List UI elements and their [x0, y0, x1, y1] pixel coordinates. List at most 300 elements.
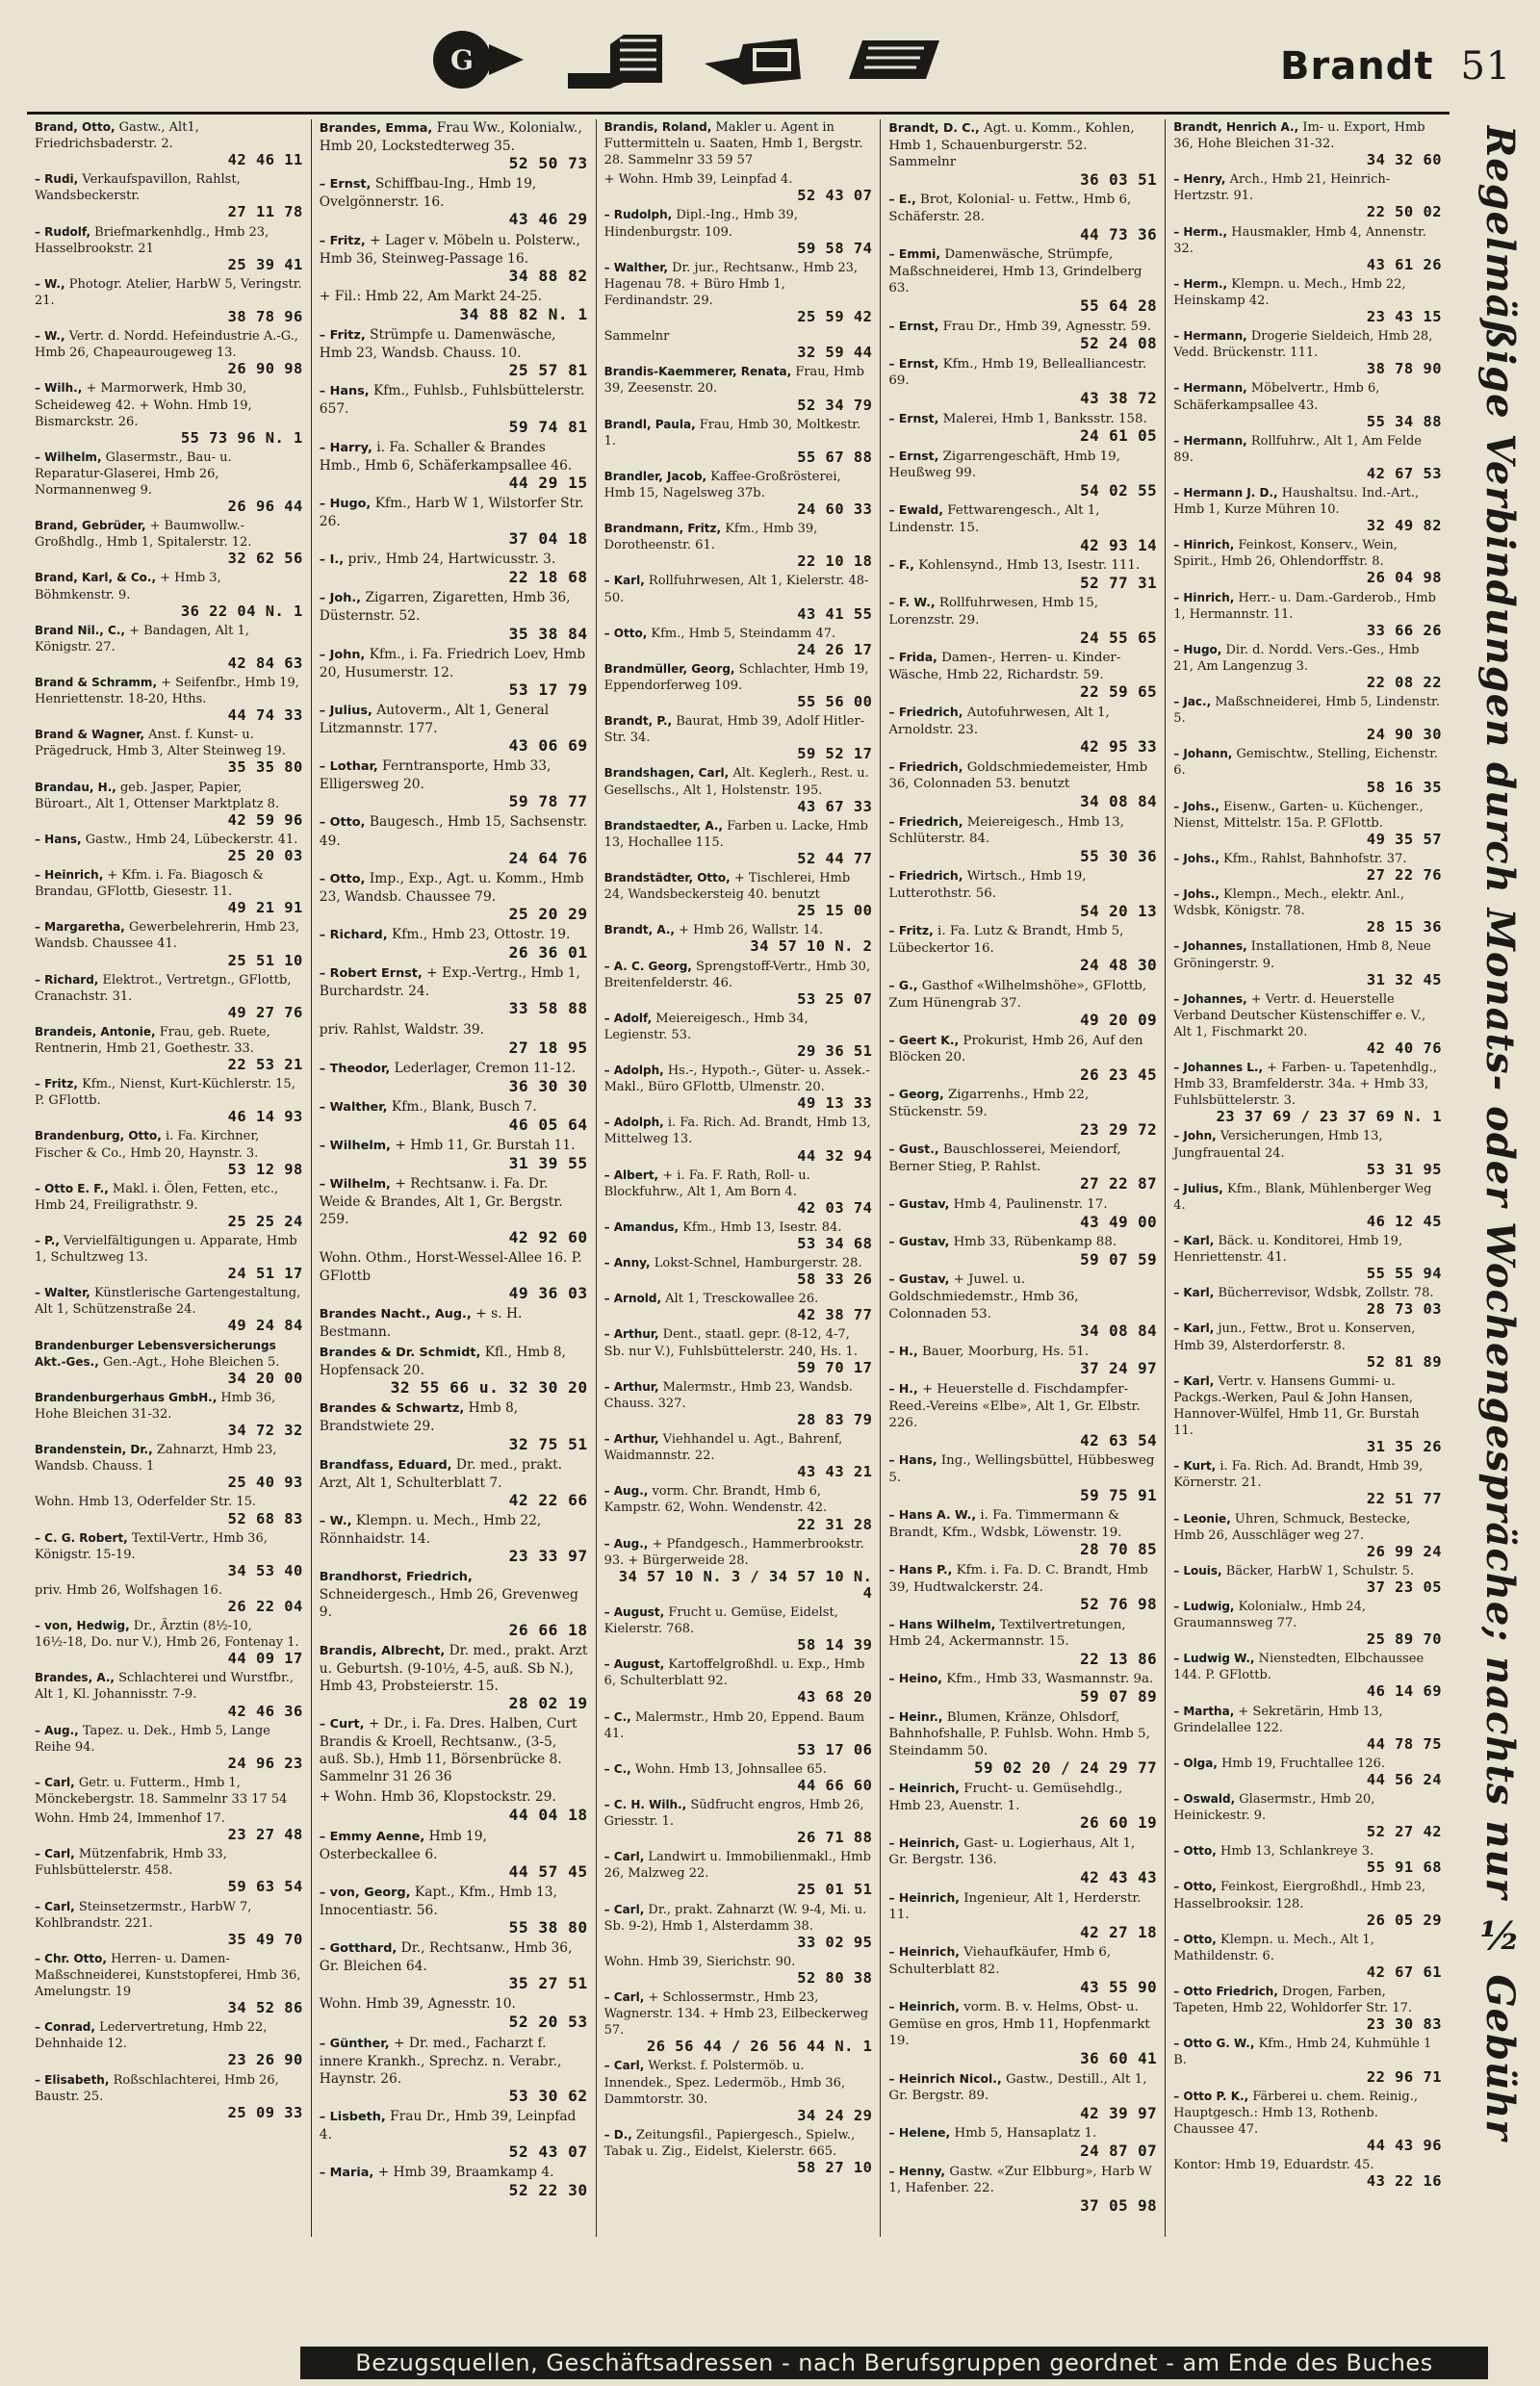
- entry-phone: 43 46 29: [508, 210, 588, 229]
- entry-name: – Friedrich,: [888, 705, 963, 719]
- entry-name: – Gust.,: [888, 1142, 939, 1157]
- entry-details: Kfm., Hmb 39, Dorotheenstr. 61.: [603, 522, 818, 553]
- entry-details: + Wohn. Hmb 39, Leinpfad 4.: [603, 172, 793, 188]
- entry-phone: 52 20 53: [508, 2013, 588, 2032]
- entry-phone: 58 27 10: [797, 2158, 873, 2176]
- entry-details: Bäck. u. Konditorei, Hmb 19, Henriettenstr. 41.: [1173, 1234, 1403, 1266]
- directory-entry: [604, 713, 873, 762]
- entry-phone: 34 88 82 N. 1: [459, 304, 588, 323]
- entry-details: Haushaltsu. Ind.-Art., Hmb 1, Kurze Mühren 10.: [1173, 485, 1420, 518]
- entry-details: Gastw., Hmb 24, Lübeckerstr. 41.: [85, 832, 298, 847]
- entry-details: + Schlossermstr., Hmb 23, Wagnerstr. 134. + Hmb 23, Eilbeckerweg 57.: [603, 1990, 869, 2039]
- entry-name: – G.,: [888, 977, 918, 992]
- entry-name: Brandstädter, Otto,: [603, 871, 731, 885]
- entry-name: – Otto,: [1173, 1932, 1217, 1946]
- entry-details: + Seifenfbr., Hmb 19, Henriettenstr. 18-20, Hths.: [35, 676, 299, 707]
- entry-details: Landwirt u. Immobilienmakl., Hmb 26, Malzweg 22.: [603, 1850, 871, 1882]
- entry-details: Schlachterei und Wurstfbr., Alt 1, Kl. Johannisstr. 7-9.: [35, 1671, 295, 1703]
- entry-details: Kfm., Hmb 13, Isestr. 84.: [682, 1219, 842, 1235]
- entry-details: priv. Rahlst, Waldstr. 39.: [319, 1021, 485, 1038]
- entry-phone: 53 17 79: [508, 680, 588, 699]
- entry-details: Schneidergesch., Hmb 26, Grevenweg 9.: [319, 1587, 578, 1621]
- entry-details: Klempn. u. Mech., Alt 1, Mathildenstr. 6.: [1173, 1932, 1374, 1963]
- directory-entry: [35, 1775, 303, 1808]
- page-header: [0, 0, 1540, 108]
- entry-details: Möbelvertr., Hmb 6, Schäferkampsallee 43.: [1173, 381, 1380, 413]
- entry-name: Brand, Gebrüder,: [35, 519, 146, 533]
- directory-entry: [604, 469, 873, 518]
- entry-details: Gemischtw., Stelling, Eichenstr. 6.: [1173, 747, 1439, 779]
- directory-column-1: [27, 119, 312, 2237]
- entry-details: Künstlerische Gartengestaltung, Alt 1, Schützenstraße 24.: [35, 1286, 301, 1318]
- entry-name: Brandau, H.,: [35, 780, 116, 794]
- directory-entry: [1173, 991, 1442, 1057]
- entry-details: Sammelnr: [603, 329, 670, 345]
- entry-details: Damen-, Herren- u. Kinder-Wäsche, Hmb 22, Richardstr. 59.: [888, 651, 1121, 682]
- side-banner-text: Regelmäßige Verbindungen durch Monats- oder Wochengespräche; nachts nur ½ Gebühr: [1477, 125, 1523, 2142]
- entry-details: Gastw. «Zur Elbburg», Harb W 1, Hafenber. 22.: [888, 2164, 1152, 2196]
- entry-details: Malermstr., Hmb 23, Wandsb. Chauss. 327.: [603, 1379, 853, 1411]
- directory-entry: [1173, 1932, 1442, 1981]
- entry-name: – Theodor,: [319, 1061, 391, 1076]
- directory-entry: [604, 1902, 873, 1951]
- entry-details: + Lager v. Möbeln u. Polsterw., Hmb 36, Steinweg-Passage 16.: [319, 232, 580, 267]
- entry-details: Autoverm., Alt 1, General Litzmannstr. 177.: [319, 702, 550, 736]
- entry-phone: 52 22 30: [508, 2181, 588, 2200]
- directory-entry: [888, 1561, 1157, 1613]
- directory-entry: [1173, 642, 1442, 691]
- directory-entry: [1173, 171, 1442, 220]
- entry-phone: 53 34 68: [797, 1235, 873, 1252]
- entry-phone: 23 29 72: [1080, 1119, 1158, 1139]
- directory-entry: [604, 1255, 873, 1288]
- entry-name: – Carl,: [35, 1847, 75, 1861]
- entry-phone: 35 38 84: [508, 624, 588, 643]
- directory-entry: [604, 1604, 873, 1654]
- entry-name: Brandeis, Antonie,: [35, 1024, 156, 1039]
- entry-phone: 34 20 00: [227, 1369, 303, 1387]
- directory-entry: [888, 1451, 1157, 1503]
- directory-entry: [35, 919, 303, 968]
- entry-phone: 37 05 98: [1080, 2195, 1158, 2215]
- entry-details: Hmb 5, Hansaplatz 1.: [954, 2126, 1097, 2142]
- entry-details: + Dr. med., Facharzt f. innere Krankh., Sprechz. n. Verabr., Haynstr. 26.: [319, 2035, 562, 2087]
- directory-entry: [888, 1233, 1157, 1268]
- entry-details: Viehhandel u. Agt., Bahrenf, Waidmannstr. 22.: [603, 1432, 843, 1464]
- directory-entry: [888, 245, 1157, 314]
- entry-phone: 43 38 72: [1080, 388, 1158, 407]
- entry-name: – von, Georg,: [319, 1885, 411, 1900]
- directory-entry: [604, 765, 873, 814]
- entry-name: – E.,: [888, 192, 916, 207]
- entry-name: – C.,: [603, 1709, 631, 1724]
- entry-name: – Hans,: [35, 832, 82, 846]
- entry-details: Mützenfabrik, Hmb 33, Fuhlsbüttelerstr. 458.: [35, 1847, 227, 1879]
- entry-name: – Robert Ernst,: [319, 966, 423, 982]
- entry-phone: 59 75 91: [1080, 1485, 1158, 1504]
- entry-name: Brand, Karl, & Co.,: [35, 571, 157, 585]
- entry-name: Brandis, Albrecht,: [319, 1643, 446, 1658]
- entry-phone: 42 92 60: [508, 1227, 588, 1246]
- entry-name: – W.,: [35, 276, 65, 291]
- entry-phone: 43 41 55: [797, 604, 873, 623]
- entry-name: – Wilh.,: [35, 381, 83, 396]
- entry-name: – Lothar,: [319, 759, 378, 775]
- directory-entry: [320, 1060, 588, 1095]
- entry-details: Getr. u. Futterm., Hmb 1, Mönckebergstr. 18. Sammelnr 33 17 54: [35, 1775, 288, 1807]
- entry-name: – Henny,: [888, 2163, 946, 2178]
- entry-name: – August,: [603, 1657, 665, 1672]
- entry-details: Wohn. Hmb 39, Agnesstr. 10.: [319, 1996, 516, 2013]
- entry-phone: 24 64 76: [508, 848, 588, 867]
- directory-entry: [1173, 2036, 1442, 2085]
- entry-phone: 23 26 90: [227, 2051, 303, 2069]
- entry-name: – Aug.,: [603, 1536, 649, 1551]
- entry-phone: 23 43 15: [1366, 308, 1442, 326]
- entry-details: vorm. B. v. Helms, Obst- u. Gemüse en gros, Hmb 11, Hopfenmarkt 19.: [888, 2000, 1150, 2049]
- directory-entry: [1173, 694, 1442, 743]
- entry-name: – Aug.,: [603, 1484, 649, 1499]
- directory-entry: [888, 1270, 1157, 1339]
- entry-phone: 23 27 48: [227, 1826, 303, 1844]
- entry-details: Ing., Wellingsbüttel, Hübbesweg 5.: [888, 1453, 1155, 1485]
- directory-entry: [1173, 1651, 1442, 1700]
- entry-phone: 26 60 19: [1080, 1813, 1158, 1833]
- directory-entry: [35, 1076, 303, 1125]
- entry-details: Wohn. Hmb 39, Sierichstr. 90.: [603, 1954, 796, 1969]
- directory-entry: [35, 1390, 303, 1439]
- entry-details: Kaffee-Großrösterei, Hmb 15, Nagelsweg 37b.: [603, 469, 841, 500]
- directory-entry: [35, 1810, 303, 1843]
- entry-details: Roßschlachterei, Hmb 26, Baustr. 25.: [35, 2072, 279, 2104]
- entry-name: – Otto G. W.,: [1173, 2037, 1255, 2051]
- entry-details: Kfl., Hmb 8, Hopfensack 20.: [319, 1345, 566, 1379]
- entry-name: – Carl,: [603, 1850, 645, 1864]
- directory-entry: [35, 380, 303, 446]
- entry-name: – Herm.,: [1173, 276, 1228, 291]
- entry-name: – Karl,: [1173, 1321, 1215, 1336]
- entry-name: – Heinr.,: [888, 1708, 943, 1724]
- entry-name: – Ernst,: [888, 318, 939, 333]
- entry-details: + Kfm. i. Fa. Biagosch & Brandau, GFlottb, Giesestr. 11.: [35, 868, 264, 900]
- entry-details: Schlachter, Hmb 19, Eppendorferweg 109.: [603, 661, 869, 693]
- entry-phone: 24 55 65: [1080, 628, 1158, 647]
- entry-phone: 52 76 98: [1080, 1595, 1158, 1614]
- entry-name: – Karl,: [603, 574, 645, 588]
- entry-phone: 22 31 28: [797, 1515, 873, 1533]
- directory-entry: [35, 2019, 303, 2068]
- directory-entry: [35, 972, 303, 1021]
- entry-details: Hmb 19, Osterbeckallee 6.: [319, 1828, 487, 1862]
- directory-entry: [888, 594, 1157, 646]
- directory-entry: [320, 2108, 588, 2161]
- directory-entry: [604, 1656, 873, 1706]
- entry-name: – Rudi,: [35, 172, 79, 187]
- entry-details: Malermstr., Hmb 20, Eppend. Baum 41.: [603, 1709, 865, 1741]
- directory-entry: [604, 661, 873, 710]
- entry-phone: 42 63 54: [1080, 1430, 1158, 1450]
- entry-details: Bauschlosserei, Meiendorf, Berner Stieg, P. Rahlst.: [888, 1142, 1121, 1174]
- entry-name: – Hugo,: [319, 496, 372, 511]
- entry-details: Wohn. Hmb 13, Oderfelder Str. 15.: [35, 1495, 257, 1510]
- directory-entry: [35, 224, 303, 273]
- directory-entry: [1173, 224, 1442, 273]
- entry-phone: 32 59 44: [797, 344, 873, 362]
- entry-details: + Farben- u. Tapetenhdlg., Hmb 33, Bramfelderstr. 34a. + Hmb 33, Fuhlsbüttelerstr. 3.: [1173, 1061, 1438, 1109]
- entry-name: – Fritz,: [319, 328, 366, 344]
- entry-phone: 52 43 07: [508, 2142, 588, 2162]
- entry-phone: 25 89 70: [1366, 1630, 1442, 1649]
- entry-details: Schiffbau-Ing., Hmb 19, Ovelgönnerstr. 16.: [319, 176, 537, 211]
- entry-name: – Anny,: [603, 1256, 651, 1270]
- entry-name: – Fritz,: [35, 1077, 78, 1091]
- entry-phone: 42 59 96: [227, 810, 303, 829]
- entry-phone: 25 59 42: [797, 308, 873, 326]
- directory-column-2: [312, 119, 597, 2237]
- entry-details: Farben u. Lacke, Hmb 13, Hochallee 115.: [603, 818, 868, 850]
- directory-entry: [320, 813, 588, 866]
- entry-phone: 53 30 62: [508, 2086, 588, 2105]
- entry-details: Kartoffelgroßhdl. u. Exp., Hmb 6, Schulterblatt 92.: [603, 1657, 865, 1689]
- entry-phone: 23 37 69 / 23 37 69 N. 1: [1216, 1108, 1442, 1126]
- entry-details: Maßschneiderei, Hmb 5, Lindenstr. 5.: [1173, 695, 1440, 727]
- entry-details: Zahnarzt, Hmb 23, Wandsb. Chauss. 1: [35, 1443, 277, 1475]
- directory-entry: [320, 1344, 588, 1397]
- directory-entry: [35, 1233, 303, 1282]
- entry-phone: 34 08 84: [1080, 791, 1158, 810]
- entry-phone: 52 81 89: [1366, 1352, 1442, 1371]
- entry-details: Glasermstr., Bau- u. Reparatur-Glaserei, Hmb 26, Normannenweg 9.: [35, 449, 232, 498]
- entry-details: i. Fa. Timmermann & Brandt, Kfm., Wdsbk, Löwenstr. 19.: [888, 1508, 1122, 1540]
- directory-entry: [1173, 1285, 1442, 1318]
- entry-details: Meiereigesch., Hmb 34, Legienstr. 53.: [603, 1011, 808, 1042]
- directory-entry: [320, 1456, 588, 1509]
- entry-details: Gen.-Agt., Hohe Bleichen 5.: [102, 1354, 280, 1370]
- entry-name: – Gotthard,: [319, 1941, 398, 1957]
- entry-phone: 58 16 35: [1366, 778, 1442, 796]
- directory-entry: [35, 1338, 303, 1387]
- entry-details: Verkaufspavillon, Rahlst, Wandsbeckerstr.: [35, 172, 241, 204]
- entry-phone: 34 53 40: [227, 1561, 303, 1579]
- directory-entry: [320, 1995, 588, 2031]
- entry-details: Dr., prakt. Zahnarzt (W. 9-4, Mi. u. Sb. 9-2), Hmb 1, Alsterdamm 38.: [603, 1902, 867, 1934]
- entry-name: – Arnold,: [603, 1292, 662, 1306]
- directory-entry: [888, 977, 1157, 1029]
- entry-phone: 22 51 77: [1366, 1490, 1442, 1508]
- directory-entry: [604, 1167, 873, 1217]
- entry-details: Rollfuhrwesen, Alt 1, Kielerstr. 48-50.: [603, 574, 869, 605]
- entry-phone: 49 13 33: [797, 1094, 873, 1113]
- entry-details: Dent., staatl. gepr. (8-12, 4-7, Sb. nur V.), Fuhlsbüttelerstr. 240, Hs. 1.: [603, 1327, 858, 1359]
- entry-name: – A. C. Georg,: [603, 959, 692, 973]
- entry-name: – W.,: [35, 329, 65, 344]
- directory-entry: [1173, 1563, 1442, 1596]
- entry-details: Wohn. Othm., Horst-Wessel-Allee 16. P. GFlottb: [319, 1249, 582, 1284]
- entry-phone: 49 35 57: [1366, 830, 1442, 848]
- directory-entry: [320, 326, 588, 379]
- entry-phone: 44 32 94: [797, 1146, 873, 1165]
- directory-entry: [604, 1379, 873, 1428]
- entry-details: Uhren, Schmuck, Bestecke, Hmb 26, Ausschläger weg 27.: [1173, 1511, 1411, 1543]
- entry-phone: 44 74 33: [227, 706, 303, 725]
- entry-details: Alt. Keglerh., Rest. u. Gesellschs., Alt 1, Holstenstr. 195.: [603, 766, 869, 798]
- entry-details: Elektrot., Vertretgn., GFlottb, Cranachstr. 31.: [35, 972, 292, 1004]
- entry-details: Rollfuhrw., Alt 1, Am Felde 89.: [1173, 433, 1423, 465]
- entry-phone: 52 80 38: [797, 1968, 873, 1987]
- entry-name: – Geert K.,: [888, 1032, 960, 1047]
- directory-entry: [1173, 938, 1442, 988]
- entry-name: – Walther,: [603, 260, 668, 274]
- directory-entry: [1173, 1756, 1442, 1788]
- entry-details: + i. Fa. F. Rath, Roll- u. Blockfuhrw., Alt 1, Am Born 4.: [603, 1167, 810, 1199]
- entry-name: – Hermann J. D.,: [1173, 485, 1278, 500]
- entry-phone: 34 88 82: [508, 266, 588, 285]
- entry-phone: 44 56 24: [1366, 1770, 1442, 1788]
- entry-phone: 43 22 16: [1366, 2172, 1442, 2191]
- entry-phone: 44 57 45: [508, 1861, 588, 1881]
- entry-details: i. Fa. Rich. Ad. Brandt, Hmb 39, Körnerstr. 21.: [1173, 1459, 1424, 1491]
- directory-entry: [604, 1536, 873, 1602]
- directory-entry: [604, 417, 873, 466]
- entry-phone: 26 05 29: [1366, 1911, 1442, 1929]
- entry-phone: 25 51 10: [227, 951, 303, 969]
- entry-name: – Harry,: [319, 440, 372, 455]
- directory-entry: [1173, 485, 1442, 534]
- directory-entry: [35, 1723, 303, 1772]
- entry-name: – C. H. Wilh.,: [603, 1798, 687, 1811]
- entry-details: Dr. med., prakt. Arzt, Alt 1, Schulterblatt 7.: [319, 1456, 562, 1491]
- directory-entry: [604, 119, 873, 168]
- entry-phone: 44 66 60: [797, 1776, 873, 1794]
- directory-entry: [604, 364, 873, 413]
- telephone-emblem-icon: [424, 25, 529, 94]
- directory-entry: [35, 1670, 303, 1719]
- entry-phone: 27 18 95: [508, 1038, 588, 1057]
- footer-banner: Bezugsquellen, Geschäftsadressen - nach Berufsgruppen geordnet - am Ende des Buches: [300, 2347, 1488, 2379]
- entry-name: – Otto E. F.,: [35, 1181, 109, 1195]
- entry-name: – Otto,: [603, 626, 648, 640]
- directory-entry: [888, 448, 1157, 500]
- directory-entry: [320, 119, 588, 172]
- entry-phone: 24 61 05: [1080, 426, 1158, 446]
- directory-entry: [888, 1670, 1157, 1705]
- entry-phone: 38 78 90: [1366, 360, 1442, 378]
- entry-name: – F.,: [888, 557, 914, 573]
- entry-phone: 44 78 75: [1366, 1734, 1442, 1753]
- entry-details: Lokst-Schnel, Hamburgerstr. 28.: [654, 1256, 862, 1271]
- entry-phone: 34 52 86: [227, 1999, 303, 2017]
- directory-entry: [320, 551, 588, 586]
- entry-name: Brandt, D. C.,: [888, 120, 980, 135]
- entry-phone: 49 36 03: [508, 1283, 588, 1302]
- entry-details: Dr., Ärztin (8½-10, 16½-18, Do. nur V.), Hmb 26, Fontenay 1.: [35, 1619, 299, 1651]
- entry-phone: 59 63 54: [227, 1878, 303, 1896]
- directory-entry: [35, 518, 303, 567]
- directory-entry: [1173, 886, 1442, 936]
- entry-details: Kfm., Harb W 1, Wilstorfer Str. 26.: [319, 495, 584, 529]
- entry-details: Dr. med., prakt. Arzt u. Geburtsh. (9-10½, 4-5, auß. Sb N.), Hmb 43, Probsteierstr. 15.: [319, 1642, 588, 1694]
- entry-name: – Otto P. K.,: [1173, 2089, 1249, 2103]
- entry-details: Klempn. u. Mech., Hmb 22, Heinskamp 42.: [1173, 276, 1406, 308]
- directory-entry: [320, 1512, 588, 1565]
- entry-name: – Conrad,: [35, 2020, 95, 2035]
- entry-name: – Otto,: [1173, 1844, 1217, 1859]
- entry-name: – Johannes,: [1173, 991, 1247, 1006]
- entry-details: Damenwäsche, Strümpfe, Maßschneiderei, Hmb 13, Grindelberg 63.: [888, 247, 1142, 296]
- entry-name: – Aug.,: [35, 1723, 79, 1737]
- entry-name: – Richard,: [35, 972, 99, 987]
- entry-name: – Friedrich,: [888, 868, 963, 884]
- entry-phone: 53 17 06: [797, 1740, 873, 1758]
- running-head-title: Brandt: [1280, 44, 1434, 89]
- entry-phone: 32 75 51: [508, 1434, 588, 1453]
- directory-entry: [604, 521, 873, 570]
- directory-entry: [320, 646, 588, 699]
- directory-entry: [604, 1011, 873, 1060]
- entry-phone: 42 95 33: [1080, 737, 1158, 757]
- directory-entry: [888, 1086, 1157, 1138]
- entry-details: Hmb 33, Rübenkamp 88.: [953, 1235, 1117, 1250]
- entry-phone: 52 50 73: [508, 154, 588, 173]
- hand-letter-emblem-icon: [701, 25, 807, 94]
- directory-entry: [320, 1788, 588, 1824]
- directory-entry: [604, 922, 873, 955]
- entry-details: Ingenieur, Alt 1, Herderstr. 11.: [888, 1890, 1142, 1923]
- entry-details: Zeitungsfil., Papiergesch., Spielw., Tabak u. Zig., Eidelst, Kielerstr. 665.: [603, 2127, 856, 2159]
- directory-entry: [888, 1032, 1157, 1084]
- entry-details: Baurat, Hmb 39, Adolf Hitler-Str. 34.: [603, 714, 865, 746]
- directory-entry: [888, 1195, 1157, 1230]
- entry-name: Brandt, Henrich A.,: [1173, 120, 1299, 134]
- entry-phone: 55 56 00: [797, 693, 873, 711]
- entry-name: – Ernst,: [888, 410, 939, 425]
- directory-entry: [888, 191, 1157, 243]
- entry-name: Brandhorst, Friedrich,: [319, 1570, 473, 1585]
- entry-name: – August,: [603, 1604, 665, 1619]
- entry-phone: 23 33 97: [508, 1547, 588, 1566]
- entry-phone: 58 14 39: [797, 1636, 873, 1655]
- entry-phone: 32 49 82: [1366, 517, 1442, 535]
- directory-entry: [888, 922, 1157, 974]
- directory-entry: [320, 702, 588, 755]
- entry-name: Brandis, Roland,: [603, 120, 712, 134]
- entry-phone: 22 18 68: [508, 568, 588, 587]
- entry-details: Agt. u. Komm., Kohlen, Hmb 1, Schauenburgerstr. 52. Sammelnr: [888, 121, 1135, 170]
- entry-details: Alt 1, Tresckowallee 26.: [665, 1292, 819, 1307]
- directory-entry: [604, 328, 873, 361]
- entry-phone: 59 74 81: [508, 417, 588, 436]
- entry-phone: 24 96 23: [227, 1754, 303, 1772]
- entry-name: – Ewald,: [888, 502, 943, 518]
- entry-name: – Johs.,: [1173, 887, 1219, 902]
- entry-phone: 55 73 96 N. 1: [180, 428, 303, 447]
- directory-column-4: [881, 119, 1166, 2237]
- directory-entry: [604, 1761, 873, 1794]
- entry-name: – Lisbeth,: [319, 2109, 386, 2124]
- directory-entry: [1173, 328, 1442, 377]
- entry-details: priv. Hmb 26, Wolfshagen 16.: [35, 1582, 222, 1598]
- entry-name: – Heinrich,: [888, 1944, 960, 1960]
- directory-entry: [35, 1618, 303, 1667]
- entry-details: Arch., Hmb 21, Heinrich-Hertzstr. 91.: [1173, 172, 1391, 204]
- entry-name: – Hans P.,: [888, 1561, 953, 1577]
- directory-entry: [35, 1285, 303, 1334]
- directory-entry: [320, 1884, 588, 1937]
- entry-details: Zigarrengeschäft, Hmb 19, Heußweg 99.: [888, 449, 1120, 481]
- entry-phone: 27 22 87: [1080, 1174, 1158, 1193]
- entry-details: + s. H. Bestmann.: [319, 1305, 523, 1340]
- entry-name: – Hans Wilhelm,: [888, 1616, 996, 1631]
